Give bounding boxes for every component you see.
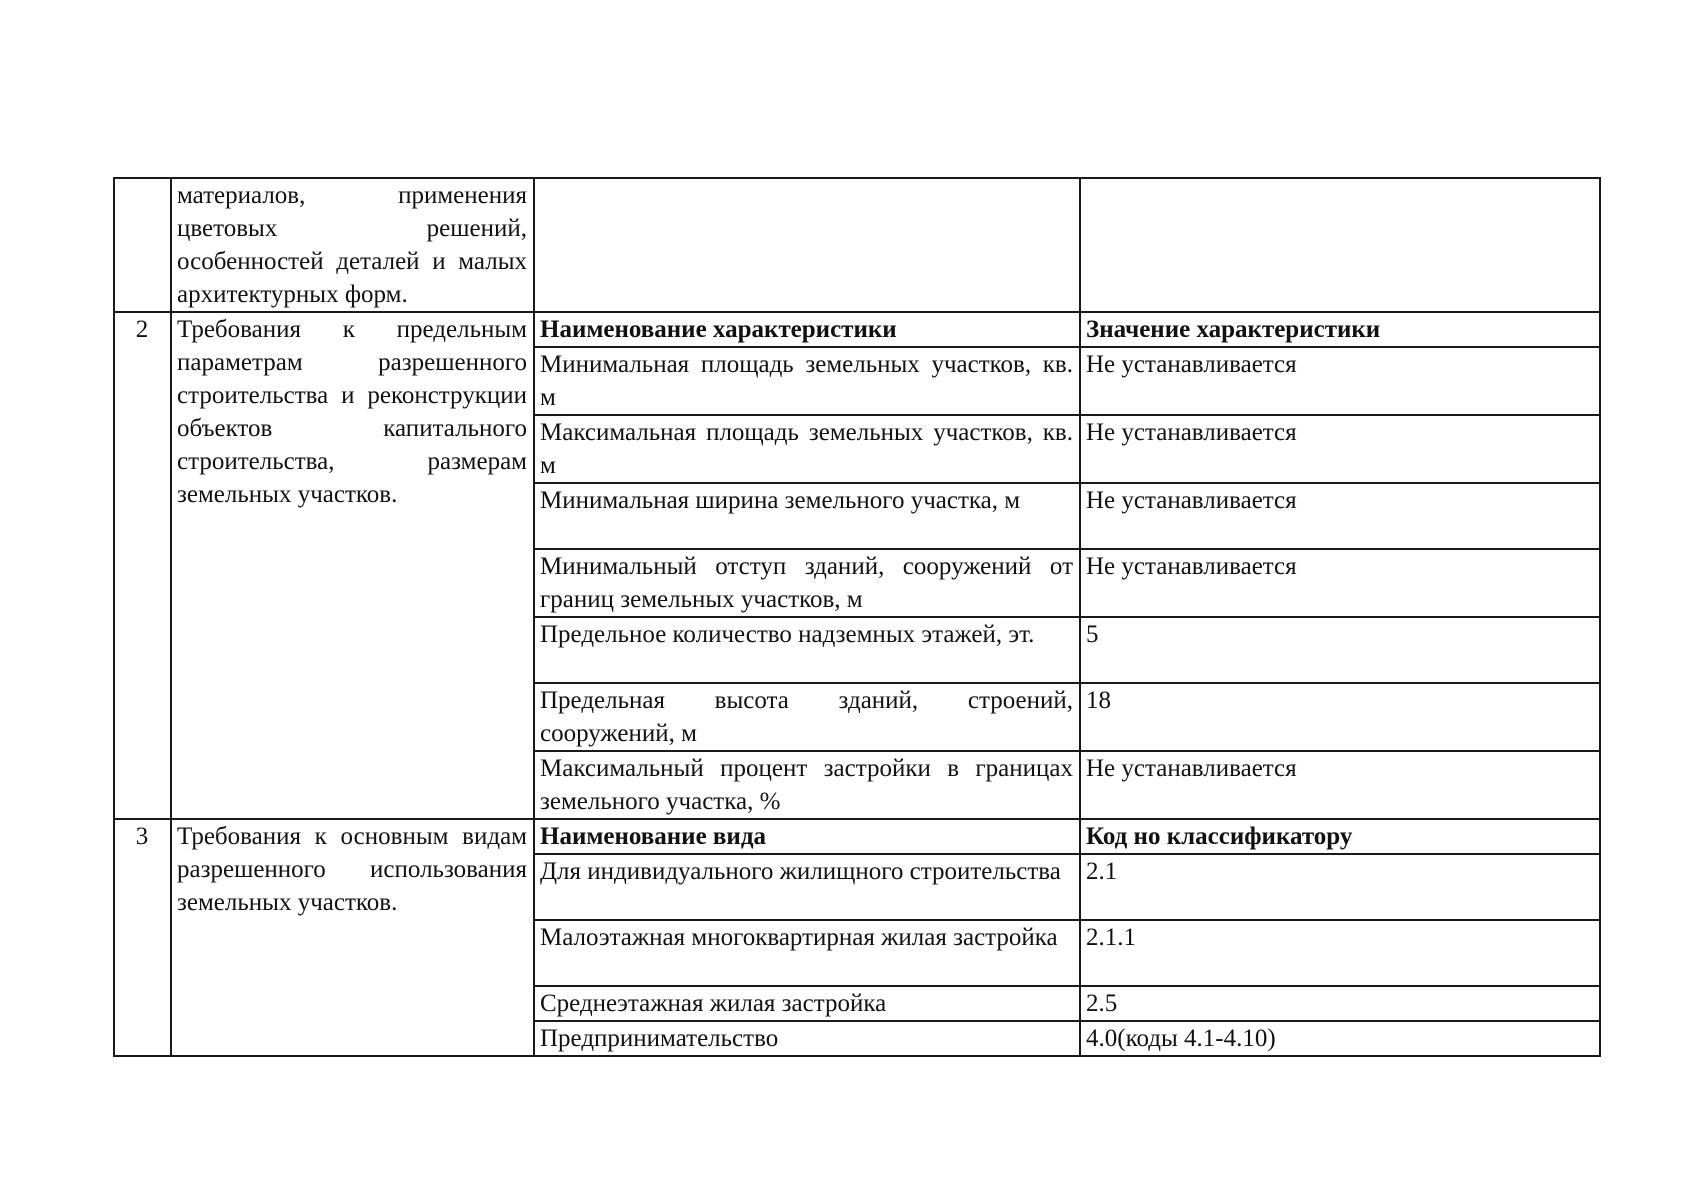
parameter-name: Минимальная ширина земельного участка, м <box>534 483 1080 549</box>
parameter-value: Не устанавливается <box>1080 347 1600 415</box>
parameter-name: Максимальный процент застройки в границах земельного участка, % <box>534 751 1080 819</box>
use-name: Среднеэтажная жилая застройка <box>534 986 1080 1021</box>
parameter-name: Предельное количество надземных этажей, эт. <box>534 617 1080 683</box>
row-number-cell: 3 <box>114 819 171 1056</box>
parameter-name: Минимальный отступ зданий, сооружений от границ земельных участков, м <box>534 549 1080 617</box>
parameter-name: Предельная высота зданий, строений, сооружений, м <box>534 683 1080 751</box>
use-code: 2.5 <box>1080 986 1600 1021</box>
use-name: Предпринимательство <box>534 1021 1080 1056</box>
column-header-value: Код но классификатору <box>1080 819 1600 854</box>
use-name: Малоэтажная многоквартирная жилая застройка <box>534 920 1080 986</box>
use-code: 4.0(коды 4.1-4.10) <box>1080 1021 1600 1056</box>
table-row-uses-header <box>114 819 1600 854</box>
parameter-value: Не устанавливается <box>1080 549 1600 617</box>
parameter-value: Не устанавливается <box>1080 751 1600 819</box>
use-name: Для индивидуального жилищного строительства <box>534 854 1080 920</box>
requirement-description: Требования к основным видам разрешенного использования земельных участков. <box>171 819 534 1056</box>
column-header-name: Наименование характеристики <box>534 312 1080 347</box>
row-number-cell: 2 <box>114 312 171 819</box>
regulations-table <box>113 177 1601 1057</box>
parameter-value: Не устанавливается <box>1080 415 1600 483</box>
column-header-name: Наименование вида <box>534 819 1080 854</box>
parameter-name: Минимальная площадь земельных участков, кв. м <box>534 347 1080 415</box>
parameter-value: 18 <box>1080 683 1600 751</box>
use-code: 2.1.1 <box>1080 920 1600 986</box>
parameter-name: Максимальная площадь земельных участков, кв. м <box>534 415 1080 483</box>
requirement-description: материалов, применения цветовых решений, особенностей деталей и малых архитектурных форм. <box>171 178 534 312</box>
empty-cell <box>534 178 1080 312</box>
table-row-params-header <box>114 312 1600 347</box>
row-number-cell <box>114 178 171 312</box>
use-code: 2.1 <box>1080 854 1600 920</box>
table-row-continuation <box>114 178 1600 312</box>
requirement-description: Требования к предельным параметрам разрешенного строительства и реконструкции объектов капитального строительства, размерам земельных участков. <box>171 312 534 819</box>
empty-cell <box>1080 178 1600 312</box>
parameter-value: Не устанавливается <box>1080 483 1600 549</box>
column-header-value: Значение характеристики <box>1080 312 1600 347</box>
parameter-value: 5 <box>1080 617 1600 683</box>
